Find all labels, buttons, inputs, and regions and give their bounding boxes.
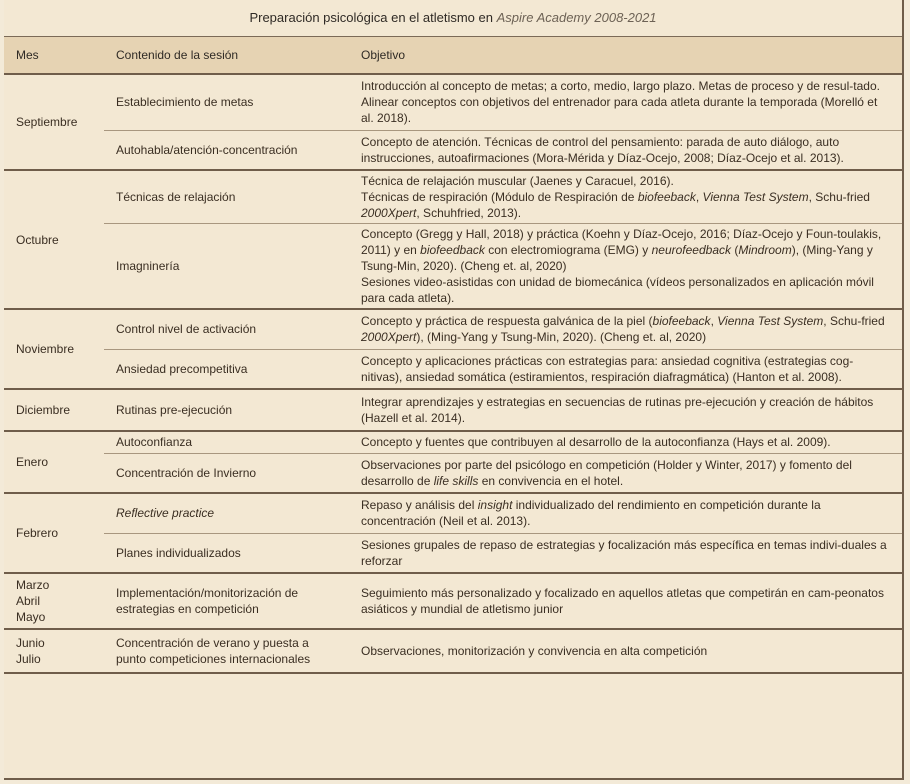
month-cell: Marzo Abril Mayo — [4, 573, 104, 629]
content-cell: Establecimiento de metas — [104, 74, 349, 130]
content-cell: Rutinas pre-ejecución — [104, 389, 349, 431]
month-cell: Octubre — [4, 170, 104, 309]
table-row — [4, 573, 902, 629]
month-cell: Junio Julio — [4, 629, 104, 673]
header-objective: Objetivo — [349, 37, 902, 74]
objective-cell: Concepto y aplicaciones prácticas con estrategias para: ansiedad cognitiva (estrategias cog-nitivas), ansiedad somática (estiramientos, respiración diafragmática) (Hanton et al. 2008). — [349, 349, 902, 389]
objective-cell: Observaciones por parte del psicólogo en competición (Holder y Winter, 2017) y fomento del desarrollo de life skills en convivencia en el hotel. — [349, 453, 902, 493]
objective-cell: Introducción al concepto de metas; a corto, medio, largo plazo. Metas de proceso y de resul-tado. Alinear conceptos con objetivos del entrenador para cada atleta durante la temporada (Morelló et al. 2018). — [349, 74, 902, 130]
title-text: Preparación psicológica en el atletismo en — [249, 10, 497, 25]
table-body — [4, 74, 902, 673]
objective-cell: Concepto de atención. Técnicas de control del pensamiento: parada de auto diálogo, auto instrucciones, autoafirmaciones (Mora-Mérida y Díaz-Ocejo, 2008; Díaz-Ocejo et al. 2013). — [349, 130, 902, 170]
table-row — [4, 309, 902, 349]
content-cell: Reflective practice — [104, 493, 349, 533]
table-row — [4, 389, 902, 431]
content-cell: Concentración de Invierno — [104, 453, 349, 493]
header-month: Mes — [4, 37, 104, 74]
table-row — [4, 74, 902, 130]
table-row — [4, 453, 902, 493]
content-cell: Concentración de verano y puesta a punto competiciones internacionales — [104, 629, 349, 673]
content-cell: Autohabla/atención-concentración — [104, 130, 349, 170]
content-cell: Imagninería — [104, 224, 349, 310]
table-row — [4, 629, 902, 673]
content-cell: Autoconfianza — [104, 431, 349, 453]
header-row — [4, 37, 902, 74]
month-cell: Noviembre — [4, 309, 104, 389]
objective-cell: Seguimiento más personalizado y focalizado en aquellos atletas que competirán en cam-peonatos asiáticos y mundial de atletismo junior — [349, 573, 902, 629]
objective-cell: Sesiones grupales de repaso de estrategias y focalización más específica en temas indivi-duales a reforzar — [349, 533, 902, 573]
table-row — [4, 130, 902, 170]
table-title — [4, 0, 902, 37]
objective-cell: Repaso y análisis del insight individualizado del rendimiento en competición durante la concentración (Neil et al. 2013). — [349, 493, 902, 533]
objective-cell: Concepto y práctica de respuesta galvánica de la piel (biofeeback, Vienna Test System, Schu-fried 2000Xpert), (Ming-Yang y Tsung-Min, 2020). (Cheng et. al, 2020) — [349, 309, 902, 349]
objective-cell: Técnica de relajación muscular (Jaenes y Caracuel, 2016). Técnicas de respiración (Módulo de Respiración de biofeeback, Vienna Test System, Schu-fried 2000Xpert, Schuhfried, 2013). — [349, 170, 902, 224]
table-row — [4, 170, 902, 224]
table-row — [4, 431, 902, 453]
month-cell: Septiembre — [4, 74, 104, 170]
table-row — [4, 533, 902, 573]
header-content: Contenido de la sesión — [104, 37, 349, 74]
objective-cell: Concepto (Gregg y Hall, 2018) y práctica (Koehn y Díaz-Ocejo, 2016; Díaz-Ocejo y Foun-toulakis, 2011) y en biofeedback con electromiograma (EMG) y neurofeedback (Mindroom), (Ming-Yang y Tsung-Min, 2020). (Cheng et. al, 2020) Sesiones video-asistidas con unidad de biomecánica (vídeos personalizados en aplicación móvil para cada atleta). — [349, 224, 902, 310]
objective-cell: Integrar aprendizajes y estrategias en secuencias de rutinas pre-ejecución y creación de hábitos (Hazell et al. 2014). — [349, 389, 902, 431]
content-cell: Control nivel de activación — [104, 309, 349, 349]
content-cell: Implementación/monitorización de estrategias en competición — [104, 573, 349, 629]
title-italic: Aspire Academy 2008-2021 — [496, 10, 657, 25]
month-cell: Diciembre — [4, 389, 104, 431]
content-cell: Planes individualizados — [104, 533, 349, 573]
table-frame — [4, 0, 904, 780]
table-row — [4, 224, 902, 310]
table-row — [4, 349, 902, 389]
table-row — [4, 493, 902, 533]
content-cell: Ansiedad precompetitiva — [104, 349, 349, 389]
month-cell: Febrero — [4, 493, 104, 573]
month-cell: Enero — [4, 431, 104, 493]
objective-cell: Observaciones, monitorización y convivencia en alta competición — [349, 629, 902, 673]
schedule-table — [4, 37, 902, 674]
objective-cell: Concepto y fuentes que contribuyen al desarrollo de la autoconfianza (Hays et al. 2009). — [349, 431, 902, 453]
content-cell: Técnicas de relajación — [104, 170, 349, 224]
